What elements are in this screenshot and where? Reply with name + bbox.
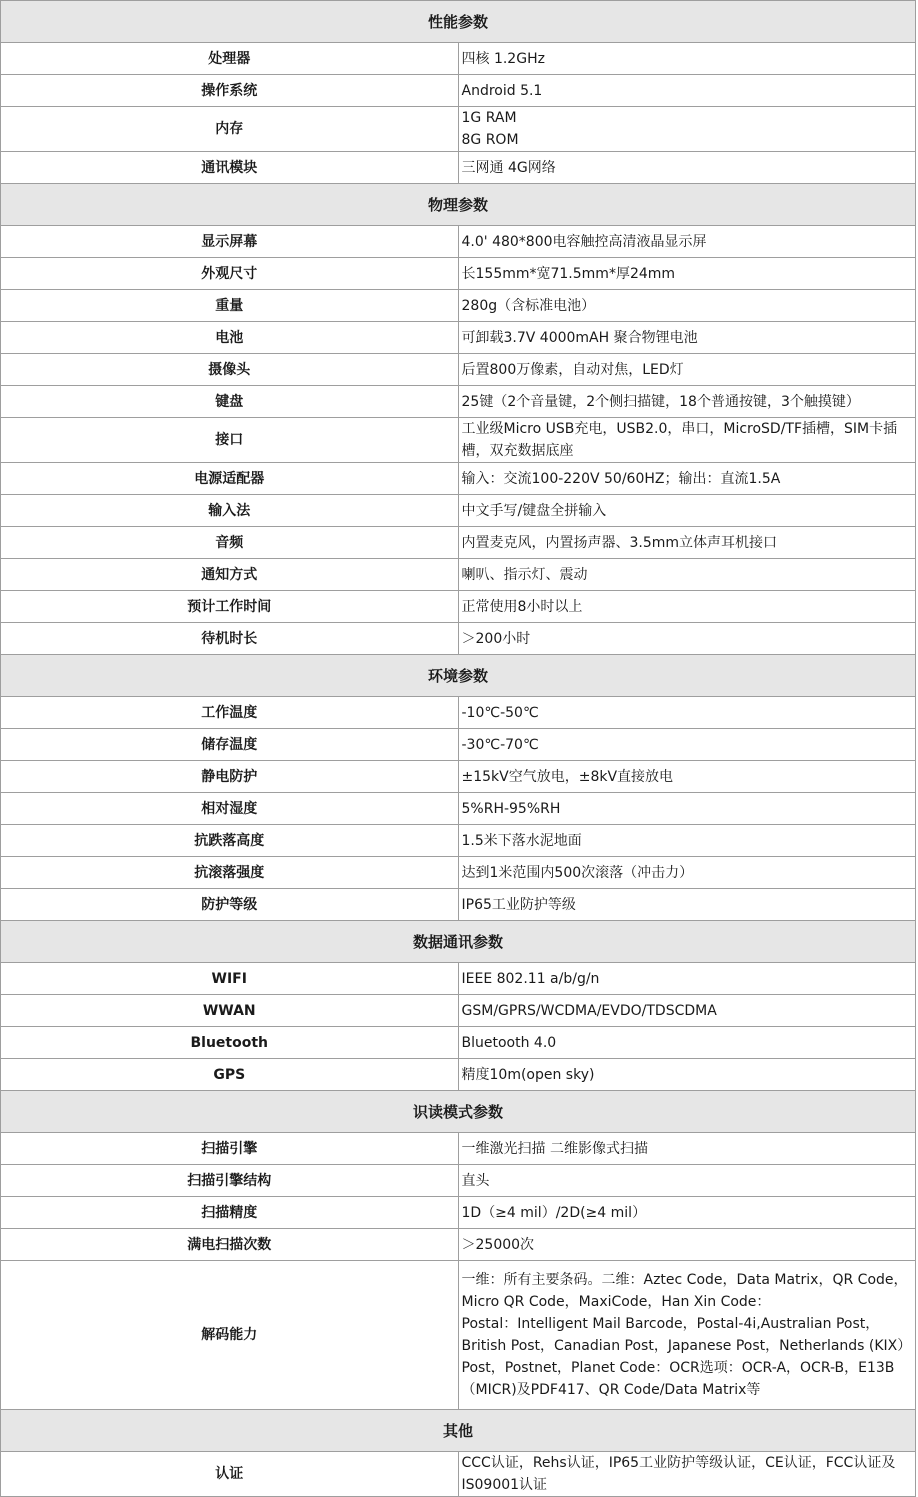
spec-row — [1, 1452, 916, 1497]
spec-label: 扫描引擎结构 — [1, 1165, 459, 1197]
spec-value: ＞200小时 — [458, 623, 916, 655]
section-header — [1, 1, 916, 43]
spec-row — [1, 1027, 916, 1059]
spec-row — [1, 591, 916, 623]
spec-label: 键盘 — [1, 386, 459, 418]
section-title: 环境参数 — [1, 655, 916, 697]
spec-row — [1, 226, 916, 258]
spec-value: 280g（含标准电池） — [458, 290, 916, 322]
spec-value: GSM/GPRS/WCDMA/EVDO/TDSCDMA — [458, 995, 916, 1027]
spec-row — [1, 107, 916, 152]
spec-value: Bluetooth 4.0 — [458, 1027, 916, 1059]
spec-row — [1, 322, 916, 354]
spec-label: 认证 — [1, 1452, 459, 1497]
spec-row — [1, 1229, 916, 1261]
spec-label: 预计工作时间 — [1, 591, 459, 623]
spec-value: 直头 — [458, 1165, 916, 1197]
spec-label: 抗滚落强度 — [1, 857, 459, 889]
spec-label: 音频 — [1, 527, 459, 559]
spec-value: ±15kV空气放电，±8kV直接放电 — [458, 761, 916, 793]
spec-value: 25键（2个音量键，2个侧扫描键，18个普通按键，3个触摸键） — [458, 386, 916, 418]
spec-value: 输入：交流100-220V 50/60HZ；输出：直流1.5A — [458, 463, 916, 495]
spec-label: 待机时长 — [1, 623, 459, 655]
spec-value: IP65工业防护等级 — [458, 889, 916, 921]
spec-row — [1, 857, 916, 889]
spec-label: WIFI — [1, 963, 459, 995]
spec-value: 内置麦克风，内置扬声器、3.5mm立体声耳机接口 — [458, 527, 916, 559]
spec-label: 储存温度 — [1, 729, 459, 761]
spec-table-body — [1, 1, 916, 1497]
spec-label: 操作系统 — [1, 75, 459, 107]
spec-row — [1, 527, 916, 559]
spec-row — [1, 793, 916, 825]
spec-label: 防护等级 — [1, 889, 459, 921]
spec-label: 电源适配器 — [1, 463, 459, 495]
spec-value: 中文手写/键盘全拼输入 — [458, 495, 916, 527]
spec-label: 外观尺寸 — [1, 258, 459, 290]
spec-label: Bluetooth — [1, 1027, 459, 1059]
spec-row — [1, 963, 916, 995]
spec-label: 通讯模块 — [1, 152, 459, 184]
spec-value: 正常使用8小时以上 — [458, 591, 916, 623]
spec-row — [1, 697, 916, 729]
spec-row — [1, 729, 916, 761]
spec-value: ＞25000次 — [458, 1229, 916, 1261]
spec-value: 后置800万像素，自动对焦，LED灯 — [458, 354, 916, 386]
spec-row — [1, 1133, 916, 1165]
section-title: 其他 — [1, 1410, 916, 1452]
spec-row — [1, 463, 916, 495]
section-title: 物理参数 — [1, 184, 916, 226]
spec-label: 内存 — [1, 107, 459, 152]
spec-row — [1, 290, 916, 322]
spec-value: 一维激光扫描 二维影像式扫描 — [458, 1133, 916, 1165]
spec-value: 可卸载3.7V 4000mAH 聚合物锂电池 — [458, 322, 916, 354]
spec-label: 静电防护 — [1, 761, 459, 793]
spec-label: 满电扫描次数 — [1, 1229, 459, 1261]
spec-row — [1, 258, 916, 290]
spec-row — [1, 889, 916, 921]
spec-row — [1, 1165, 916, 1197]
section-header — [1, 655, 916, 697]
spec-row — [1, 43, 916, 75]
spec-value: IEEE 802.11 a/b/g/n — [458, 963, 916, 995]
spec-value: 精度10m(open sky) — [458, 1059, 916, 1091]
section-header — [1, 184, 916, 226]
spec-row — [1, 1059, 916, 1091]
spec-label: 电池 — [1, 322, 459, 354]
section-title: 数据通讯参数 — [1, 921, 916, 963]
spec-value: Android 5.1 — [458, 75, 916, 107]
spec-row — [1, 418, 916, 463]
section-header — [1, 1091, 916, 1133]
spec-label: 处理器 — [1, 43, 459, 75]
spec-label: 解码能力 — [1, 1261, 459, 1410]
section-title: 识读模式参数 — [1, 1091, 916, 1133]
spec-value: 四核 1.2GHz — [458, 43, 916, 75]
spec-row — [1, 825, 916, 857]
spec-label: 接口 — [1, 418, 459, 463]
spec-value: 达到1米范围内500次滚落（冲击力） — [458, 857, 916, 889]
spec-label: 扫描引擎 — [1, 1133, 459, 1165]
spec-value: 一维：所有主要条码。二维：Aztec Code，Data Matrix，QR Code，Micro QR Code，MaxiCode，Han Xin Code： Postal：Intelligent Mail Barcode，Postal-4i,Australian Post，British Post，Canadian Post，Japanese Post，Netherlands (KIX）Post，Postnet，Planet Code：OCR选项：OCR-A，OCR-B，E13B（MICR)及PDF417、QR Code/Data Matrix等 — [458, 1261, 916, 1410]
spec-value: 1.5米下落水泥地面 — [458, 825, 916, 857]
spec-row — [1, 152, 916, 184]
spec-row — [1, 354, 916, 386]
spec-value: 工业级Micro USB充电，USB2.0，串口，MicroSD/TF插槽，SIM卡插槽，双充数据底座 — [458, 418, 916, 463]
spec-value: 喇叭、指示灯、震动 — [458, 559, 916, 591]
spec-label: 显示屏幕 — [1, 226, 459, 258]
spec-label: GPS — [1, 1059, 459, 1091]
spec-value: 长155mm*宽71.5mm*厚24mm — [458, 258, 916, 290]
spec-row — [1, 761, 916, 793]
spec-label: 扫描精度 — [1, 1197, 459, 1229]
spec-row — [1, 386, 916, 418]
spec-value: 5%RH-95%RH — [458, 793, 916, 825]
spec-row — [1, 559, 916, 591]
spec-value: -30℃-70℃ — [458, 729, 916, 761]
spec-label: WWAN — [1, 995, 459, 1027]
spec-value: 1G RAM 8G ROM — [458, 107, 916, 152]
spec-row — [1, 1197, 916, 1229]
spec-value: -10℃-50℃ — [458, 697, 916, 729]
spec-label: 通知方式 — [1, 559, 459, 591]
section-header — [1, 1410, 916, 1452]
spec-row — [1, 1261, 916, 1410]
spec-label: 工作温度 — [1, 697, 459, 729]
spec-value: CCC认证，Rehs认证，IP65工业防护等级认证，CE认证，FCC认证及IS09001认证 — [458, 1452, 916, 1497]
spec-label: 摄像头 — [1, 354, 459, 386]
spec-label: 重量 — [1, 290, 459, 322]
spec-row — [1, 995, 916, 1027]
spec-label: 输入法 — [1, 495, 459, 527]
spec-row — [1, 495, 916, 527]
section-title: 性能参数 — [1, 1, 916, 43]
spec-label: 相对湿度 — [1, 793, 459, 825]
spec-value: 三网通 4G网络 — [458, 152, 916, 184]
spec-row — [1, 75, 916, 107]
spec-value: 4.0' 480*800电容触控高清液晶显示屏 — [458, 226, 916, 258]
spec-value: 1D（≥4 mil）/2D(≥4 mil） — [458, 1197, 916, 1229]
spec-row — [1, 623, 916, 655]
spec-label: 抗跌落高度 — [1, 825, 459, 857]
section-header — [1, 921, 916, 963]
